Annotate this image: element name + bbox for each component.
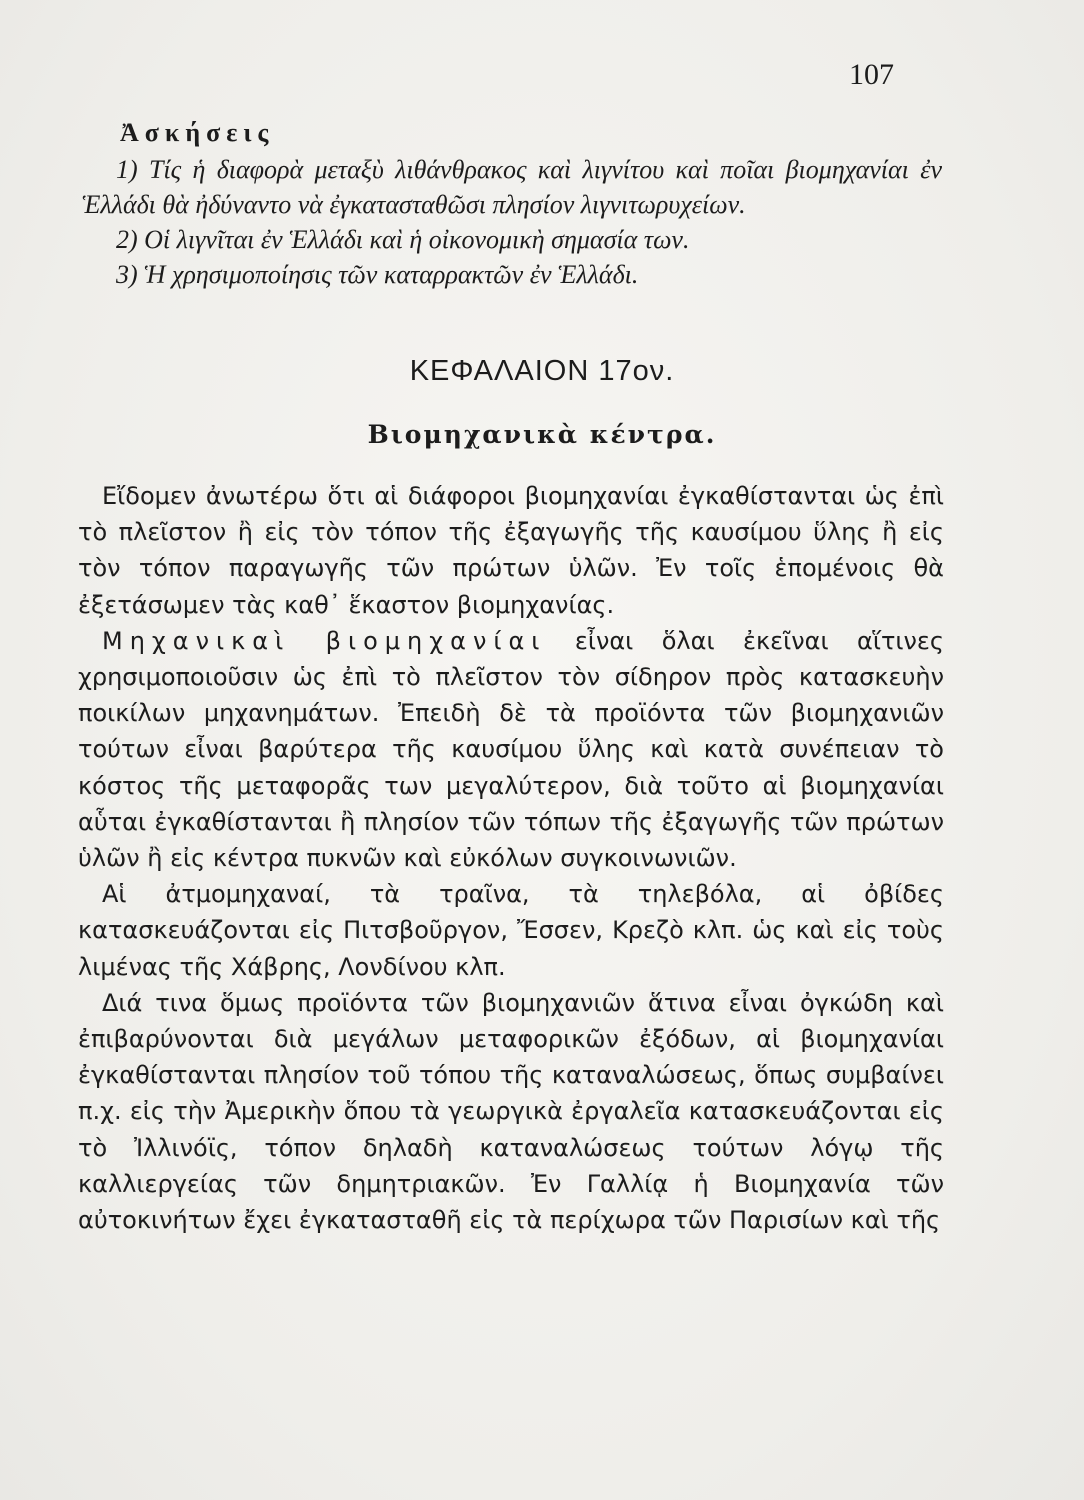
paragraph: Αἱ ἀτμομηχαναί, τὰ τραῖνα, τὰ τηλεβόλα, αἱ ὀβίδες κατασκευάζονται εἰς Πιτσβοῦργον, Ἔσσεν, Κρεζὸ κλπ. ὡς καὶ εἰς τοὺς λιμένας τῆς Χάβρης, Λονδίνου κλπ. <box>78 880 944 981</box>
paragraph <box>78 623 944 876</box>
exercise-item: 3) Ἡ χρησιμοποίησις τῶν καταρρακτῶν ἐν Ἑλλάδι. <box>116 260 639 289</box>
exercises-heading: Ἀσκήσεις <box>120 118 275 147</box>
exercise-item: 1) Τίς ἡ διαφορὰ μεταξὺ λιθάνθρακος καὶ λιγνίτου καὶ ποῖαι βιομηχανίαι ἐν Ἑλλάδι θὰ ἠδύναντο νὰ ἐγκατασταθῶσι πλησίον λιγνιτωρυχείων. <box>82 155 942 219</box>
page-number: 107 <box>849 58 894 91</box>
spaced-term: Μηχανικαὶ βιομηχανίαι <box>102 626 547 655</box>
chapter-title: ΚΕΦΑΛΑΙΟΝ 17ον. <box>409 355 675 387</box>
paragraph-text: εἶναι ὅλαι ἐκεῖναι αἵτινες χρησιμοποιοῦσιν ὡς ἐπὶ τὸ πλεῖστον τὸν σίδηρον πρὸς κατασκευὴν ποικίλων μηχανημάτων. Ἐπειδὴ δὲ τὰ προϊόντα τῶν βιομηχανιῶν τούτων εἶναι βαρύτερα τῆς καυσίμου ὕλης καὶ κατὰ συνέπειαν τὸ κόστος τῆς μεταφορᾶς των μεγαλύτερον, διὰ τοῦτο αἱ βιομηχανίαι αὗται ἐγκαθίστανται ἢ πλησίον τῶν τόπων τῆς ἐξαγωγῆς τῶν πρώτων ὑλῶν ἢ εἰς κέντρα πυκνῶν καὶ εὐκόλων συγκοινωνιῶν. <box>78 626 944 873</box>
exercise-item: 2) Οἱ λιγνῖται ἐν Ἑλλάδι καὶ ἡ οἰκονομικὴ σημασία των. <box>116 225 690 254</box>
section-title: Βιομηχανικὰ κέντρα. <box>367 420 717 449</box>
paragraph: Εἴδομεν ἀνωτέρω ὅτι αἱ διάφοροι βιομηχανίαι ἐγκαθίστανται ὡς ἐπὶ τὸ πλεῖστον ἢ εἰς τὸν τόπον τῆς ἐξαγωγῆς τῆς καυσίμου ὕλης ἢ εἰς τὸν τόπον παραγωγῆς τῶν πρώτων ὑλῶν. Ἐν τοῖς ἑπομένοις θὰ ἐξετάσωμεν τὰς καθ᾿ ἕκαστον βιομηχανίας. <box>78 482 944 619</box>
paragraph: Διά τινα ὅμως προϊόντα τῶν βιομηχανιῶν ἅτινα εἶναι ὀγκώδη καὶ ἐπιβαρύνονται διὰ μεγάλων μεταφορικῶν ἐξόδων, αἱ βιομηχανίαι ἐγκαθίστανται πλησίον τοῦ τόπου τῆς καταναλώσεως, ὅπως συμβαίνει π.χ. εἰς τὴν Ἀμερικὴν ὅπου τὰ γεωργικὰ ἐργαλεῖα κατασκευάζονται εἰς τὸ Ἰλλινόϊς, τόπον δηλαδὴ καταναλώσεως τούτων λόγῳ τῆς καλλιεργείας τῶν δημητριακῶν. Ἐν Γαλλίᾳ ἡ Βιομηχανία τῶν αὐτοκινήτων ἔχει ἐγκατασταθῆ εἰς τὰ περίχωρα τῶν Παρισίων καὶ τῆς <box>78 988 944 1235</box>
exercises-list <box>82 152 942 292</box>
body-text <box>78 478 944 1238</box>
